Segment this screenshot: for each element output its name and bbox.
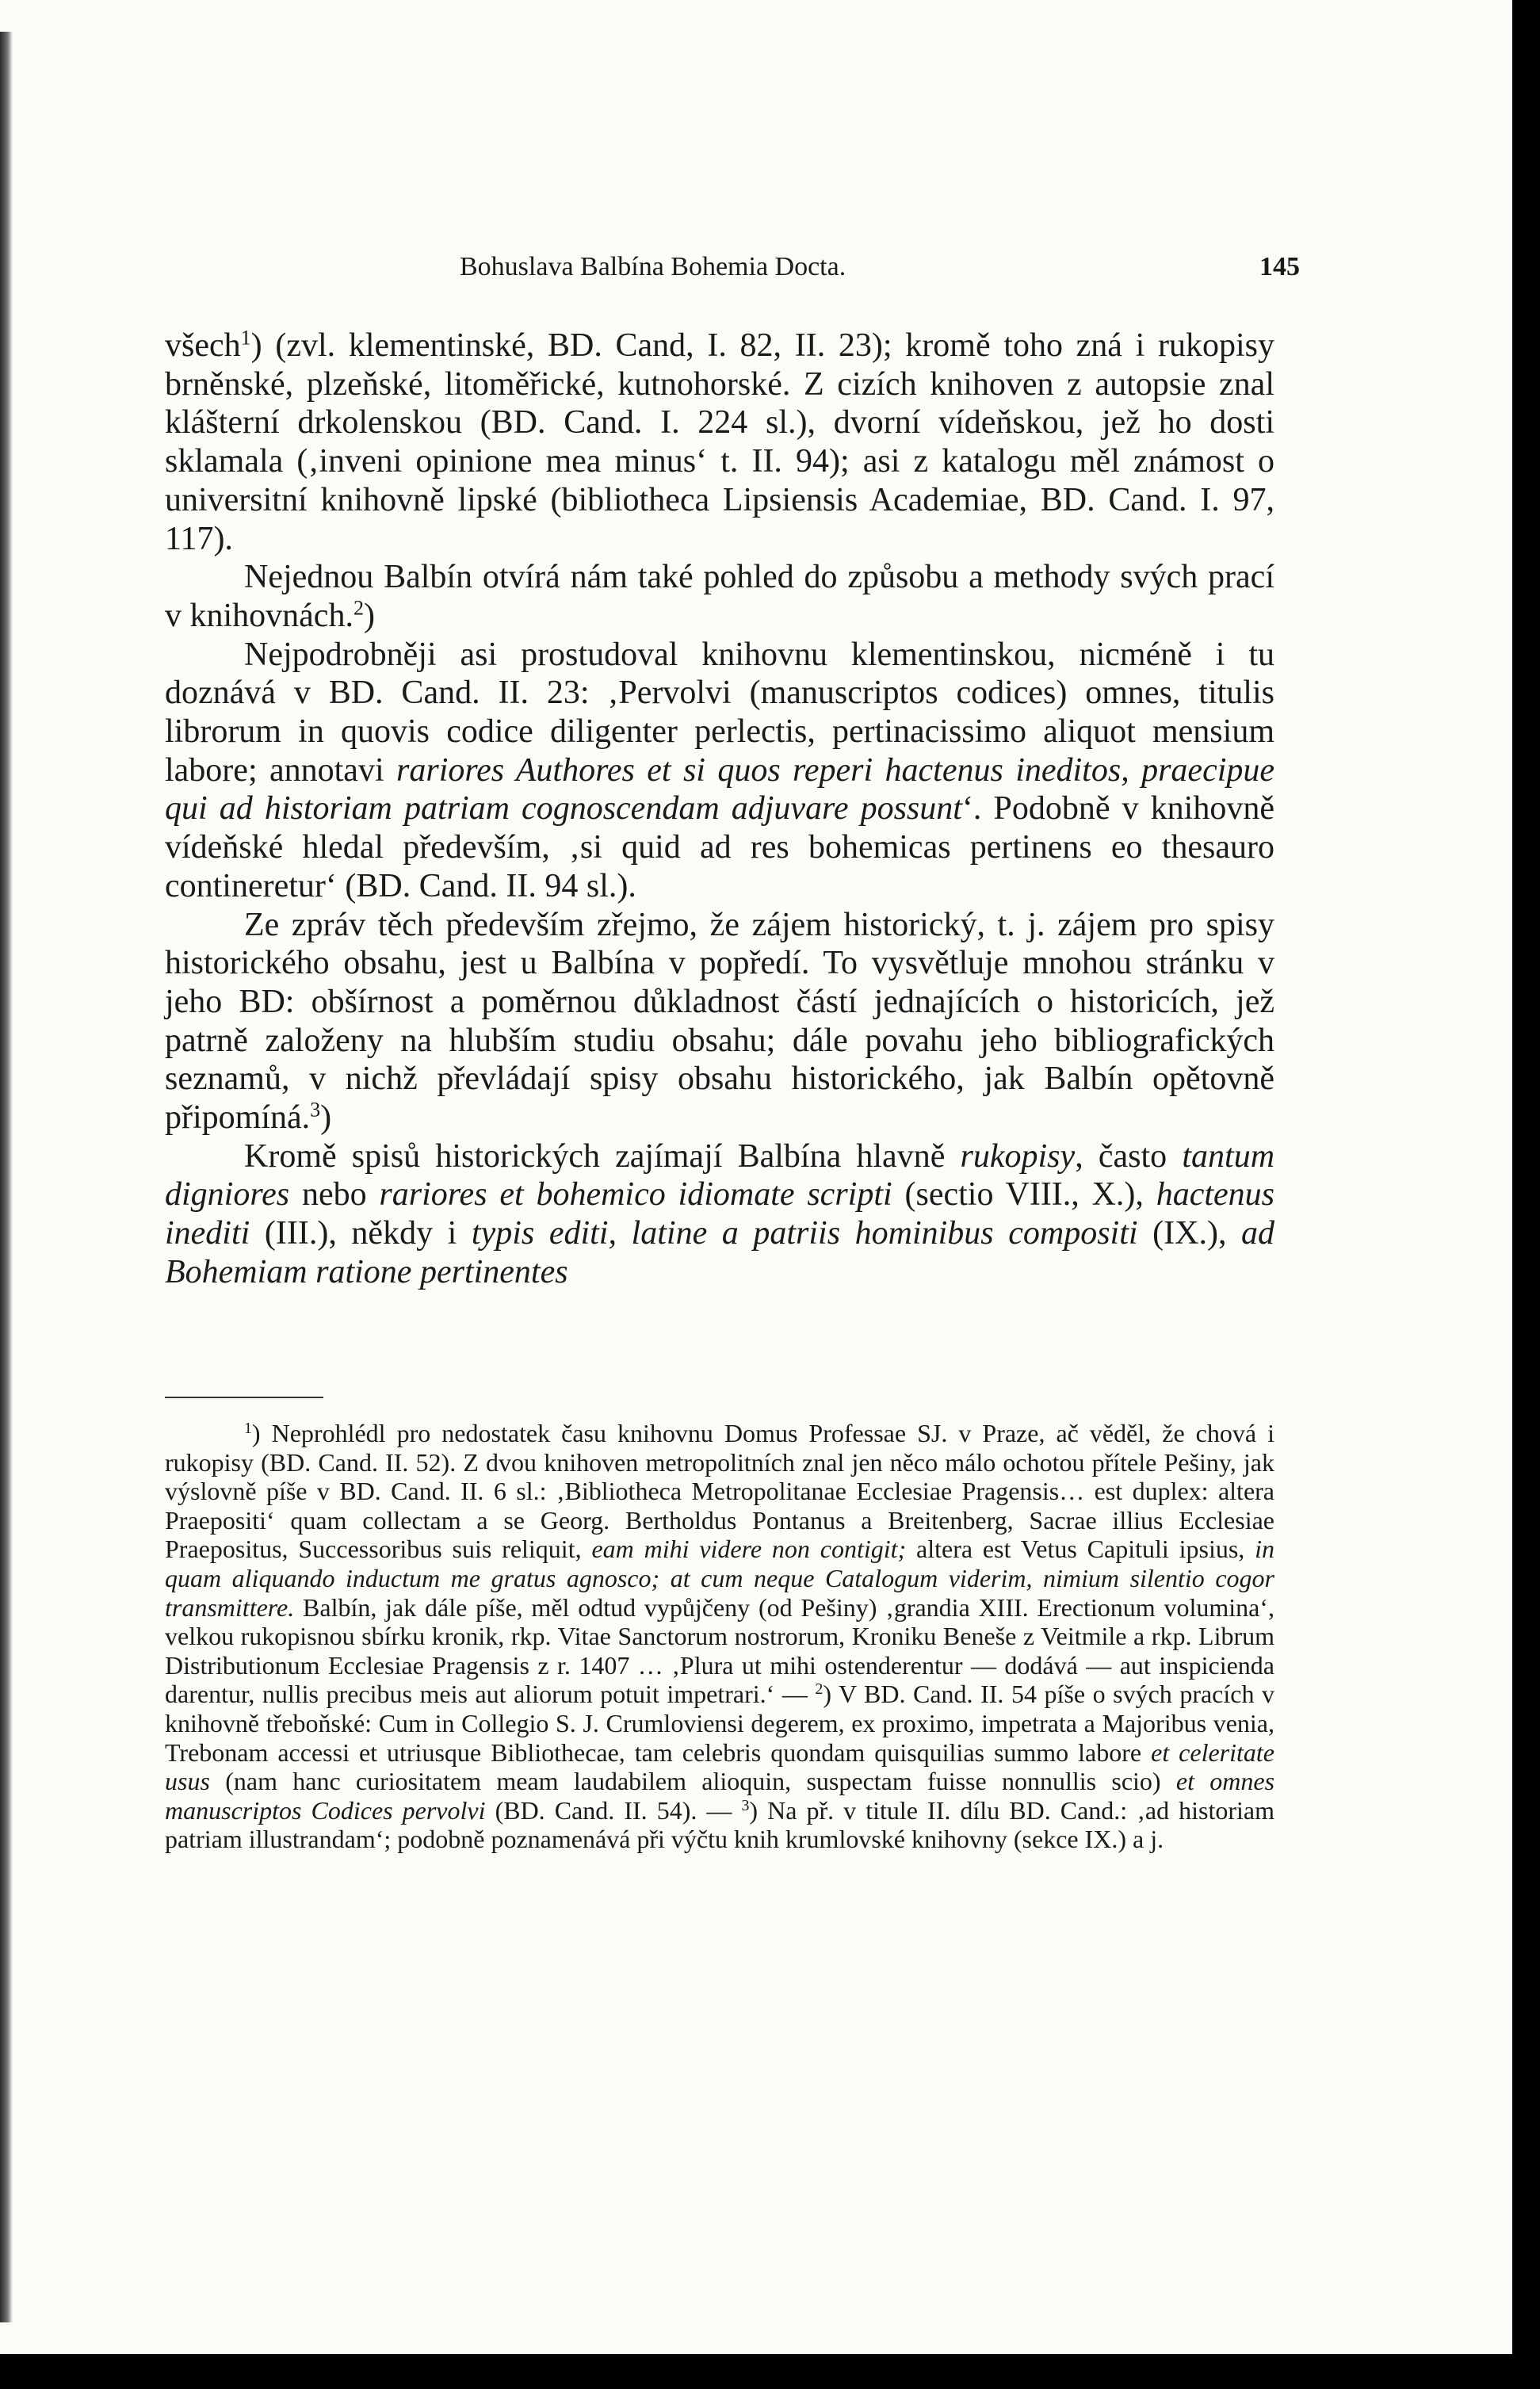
italic-quote: in quam aliquando inductum me gratus agnosco; at cum neque Catalogum viderim, nimium silentio cogor transmittere. xyxy=(165,1535,1275,1622)
footnote-mark-3: 3 xyxy=(741,1796,750,1814)
italic-quote: et omnes manuscriptos Codices pervolvi xyxy=(165,1767,1275,1825)
text-run: , často xyxy=(1075,1137,1167,1175)
text-run: Ze zpráv těch především zřejmo, že zájem historický, t. j. zájem pro spisy historického obsahu, jest u Balbína v popředí. To vysvětluje mnohou stránku v jeho BD: obšírnost a poměrnou důkladnost částí jednajících o historicích, jež patrně založeny na hlubším studiu obsahu; dále povahu jeho bibliografických seznamů, v nichž převládají spisy obsahu historického, jak Balbín opětovně připomíná. xyxy=(165,906,1274,1137)
footnotes xyxy=(165,1419,1274,1854)
footnote-ref-2: 2 xyxy=(353,596,364,620)
text-run: ) Neprohlédl pro nedostatek času knihovnu Domus Professae SJ. v Praze, ač věděl, že chová i rukopisy (BD. Cand. II. 52). Z dvou knihoven metropolitních znal jen něco málo ochotou přítele Pešiny, jak výslovně píše v BD. Cand. II. 6 sl.: ‚Bibliotheca Metropolitanae Ecclesiae Pragensis… est duplex: altera Praepositi‘ quam collectam a se Georg. Bertholdus Pontanus a Breitenberg, Sacrae illius Ecclesiae Praepositus, Successoribus suis reliquit, xyxy=(165,1419,1274,1564)
running-header xyxy=(460,252,1300,289)
footnote-ref-1: 1 xyxy=(240,326,251,350)
text-run: ‘. Podobně v knihovně vídeňské hledal především, ‚si quid ad res bohemicas pertinens eo thesauro contineretur‘ (BD. Cand. II. 94 sl.). xyxy=(165,790,1274,904)
paragraph-4 xyxy=(165,906,1274,1137)
text-run: ) (zvl. klementinské, BD. Cand, I. 82, II. 23); kromě toho zná i rukopisy brněnské, plzeňské, litoměřické, kutnohorské. Z cizích knihoven z autopsie znal klášterní drkolenskou (BD. Cand. I. 224 sl.), dvorní vídeňskou, jež ho dosti sklamala (‚inveni opinione mea minus‘ t. II. 94); asi z katalogu měl známost o universitní knihovně lipské (bibliotheca Lipsiensis Academiae, BD. Cand. I. 97, 117). xyxy=(165,327,1274,557)
italic-term: typis editi, latine a patriis hominibus compositi xyxy=(471,1215,1138,1252)
text-run: ) V BD. Cand. II. 54 píše o svých pracích v knihovně třeboňské: Cum in Collegio S. J. Crumloviensi degerem, ex proximo, impetrata a Majoribus venia, Trebonam accessi et utriusque Bibliothecae, tam celebris quondam quisquilias summo labore xyxy=(165,1680,1275,1767)
italic-quote: rariores Authores et si quos reperi hactenus ineditos, praecipue qui ad historiam patriam cognoscendam adjuvare possunt xyxy=(165,751,1275,828)
text-run: Nejpodrobněji asi prostudoval knihovnu klementinskou, nicméně i tu doznává v BD. Cand. II. 23: ‚Pervolvi (manuscriptos codices) omnes, titulis librorum in quovis codice diligenter perlectis, pertinacissimo aliquot mensium labore; annotavi xyxy=(165,636,1274,789)
text-run: nebo xyxy=(301,1176,367,1214)
footnote-divider xyxy=(165,1397,323,1398)
italic-term: tantum digniores xyxy=(165,1137,1275,1214)
footnote-ref-3: 3 xyxy=(310,1098,321,1122)
page-spine-shadow xyxy=(0,32,13,2322)
main-text xyxy=(165,327,1274,1292)
italic-term: rariores et bohemico idiomate scripti xyxy=(379,1176,892,1214)
page-number: 145 xyxy=(1259,252,1300,281)
paragraph-1 xyxy=(165,327,1274,558)
footnote-mark-1: 1 xyxy=(244,1420,252,1438)
paragraph-5 xyxy=(165,1137,1274,1292)
text-run: ) xyxy=(363,597,375,634)
text-run: (sectio VIII., X.), xyxy=(904,1176,1144,1214)
text-run: Nejednou Balbín otvírá nám také pohled do způsobu a methody svých prací v knihovnách. xyxy=(165,559,1274,634)
text-run: ) Na př. v titule II. dílu BD. Cand.: ‚ad historiam patriam illustrandam‘; podobně poznamenává při výčtu knih krumlovské knihovny (sekce IX.) a j. xyxy=(165,1795,1275,1854)
italic-term: rukopisy xyxy=(960,1137,1076,1175)
text-run: Balbín, jak dále píše, měl odtud vypůjčeny (od Pešiny) ‚grandia XIII. Erectionum volumina‘, velkou rukopisnou sbírku kronik, rkp. Vitae Sanctorum nostrorum, Kroniku Beneše z Veitmile a rkp. Librum Distributionum Ecclesiae Pragensis z r. 1407 … ‚Plura ut mihi ostenderentur — dodává — aut inspicienda darentur, nullis precibus meis aut aliorum potuit impetrari.‘ — xyxy=(165,1592,1274,1709)
text-run: (BD. Cand. II. 54). — xyxy=(495,1795,732,1825)
paragraph-2 xyxy=(165,558,1274,635)
italic-term: hactenus inediti xyxy=(165,1176,1275,1252)
text-run: (III.), někdy i xyxy=(264,1215,457,1252)
italic-quote: eam mihi videre non contigit; xyxy=(591,1535,907,1564)
italic-term: ad Bohemiam ratione pertinentes xyxy=(165,1215,1275,1290)
text-run: (nam hanc curiositatem meam laudabilem alioquin, suspectam fuisse nonnullis scio) xyxy=(225,1767,1161,1796)
paragraph-3 xyxy=(165,636,1274,906)
italic-quote: et celeritate usus xyxy=(165,1737,1275,1796)
text-run: (IX.), xyxy=(1152,1215,1227,1252)
footnote-mark-2: 2 xyxy=(815,1680,823,1699)
text-run: všech xyxy=(165,327,241,364)
running-title: Bohuslava Balbína Bohemia Docta. xyxy=(460,252,846,281)
text-run: ) xyxy=(320,1099,332,1137)
text-run: Kromě spisů historických zajímají Balbína hlavně xyxy=(244,1137,946,1175)
footnote-1 xyxy=(165,1419,1274,1854)
text-run: altera est Vetus Capituli ipsius, xyxy=(916,1535,1245,1564)
